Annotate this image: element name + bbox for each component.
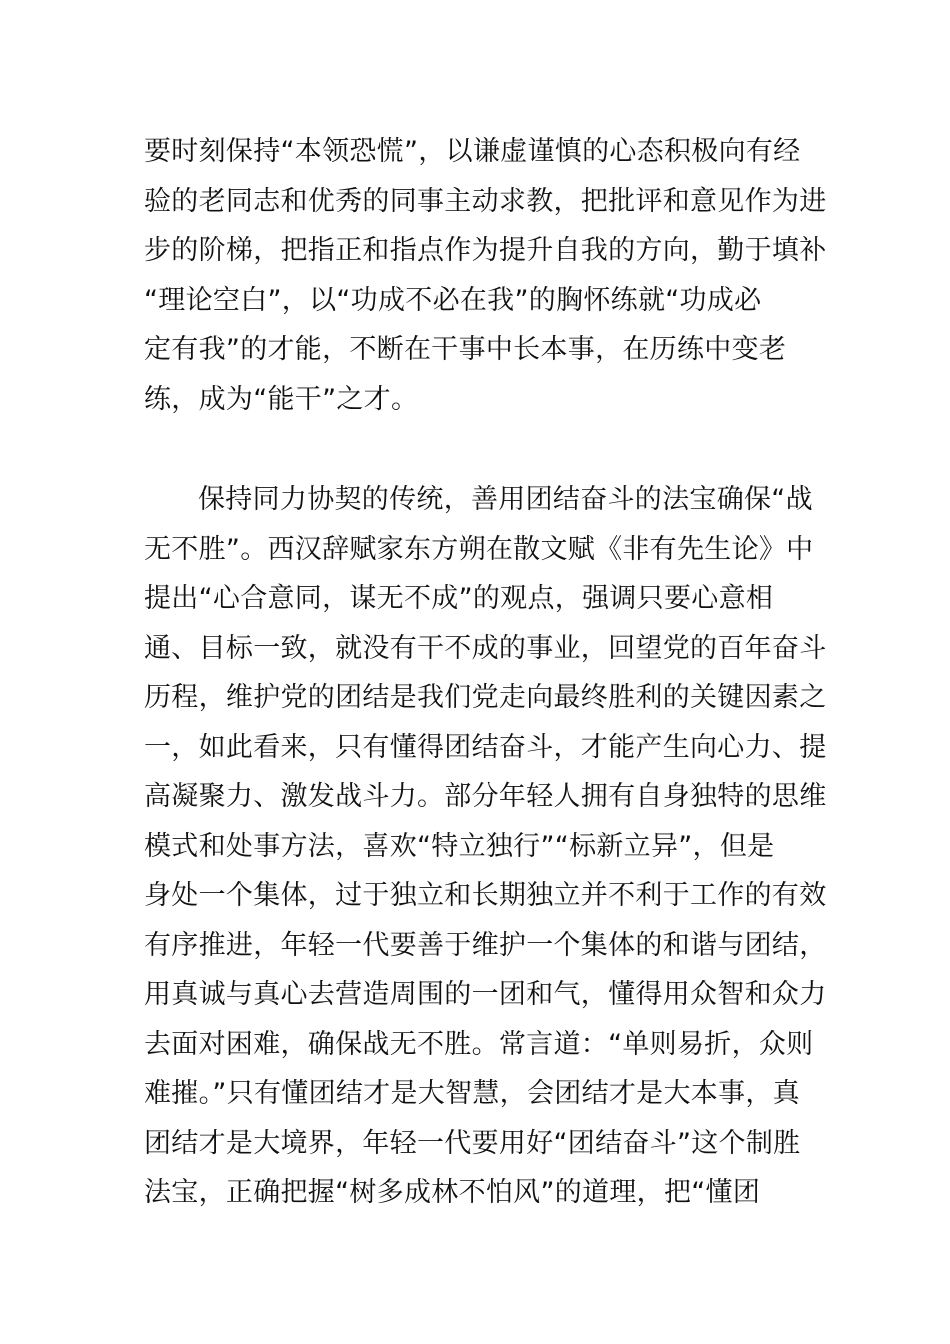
paragraph-line: 提出“心合意同，谋无不成”的观点，强调只要心意相	[144, 583, 774, 614]
paragraph-line: 保持同力协契的传统，善用团结奋斗的法宝确保“战	[198, 484, 813, 515]
paragraph-line: 步的阶梯，把指正和指点作为提升自我的方向，勤于填补	[144, 235, 827, 266]
paragraph-line: 一，如此看来，只有懂得团结奋斗，才能产生向心力、提	[144, 731, 827, 763]
paragraph-line: 定有我”的才能，不断在干事中长本事，在历练中变老	[144, 334, 787, 365]
paragraph-2	[144, 475, 827, 1218]
paragraph-line: 历程，维护党的团结是我们党走向最终胜利的关键因素之	[144, 682, 827, 713]
paragraph-1	[144, 127, 827, 424]
paragraph-line: 通、目标一致，就没有干不成的事业，回望党的百年奋斗	[144, 632, 827, 664]
paragraph-line: 团结才是大境界，年轻一代要用好“团结奋斗”这个制胜	[144, 1127, 801, 1159]
paragraph-line: 用真诚与真心去营造周围的一团和气，懂得用众智和众力	[144, 979, 827, 1010]
paragraph-line: 有序推进，年轻一代要善于维护一个集体的和谐与团结，	[144, 929, 827, 961]
paragraph-line: 身处一个集体，过于独立和长期独立并不利于工作的有效	[144, 880, 827, 911]
paragraph-line: “理论空白”，以“功成不必在我”的胸怀练就“功成必	[144, 284, 762, 316]
paragraph-line: 去面对困难，确保战无不胜。常言道：“单则易折，众则	[144, 1028, 814, 1060]
paragraph-line: 高凝聚力、激发战斗力。部分年轻人拥有自身独特的思维	[144, 781, 827, 812]
paragraph-line: 模式和处事方法，喜欢“特立独行”“标新立异”，但是	[144, 830, 775, 862]
paragraph-line: 验的老同志和优秀的同事主动求教，把批评和意见作为进	[144, 185, 827, 217]
paragraph-line: 法宝，正确把握“树多成林不怕风”的道理，把“懂团	[144, 1177, 761, 1208]
paragraph-line: 要时刻保持“本领恐慌”，以谦虚谨慎的心态积极向有经	[144, 136, 801, 167]
paragraph-line: 难摧。”只有懂团结才是大智慧，会团结才是大本事，真	[144, 1078, 800, 1109]
paragraph-line: 练，成为“能干”之才。	[144, 383, 419, 415]
paragraph-line: 无不胜”。西汉辞赋家东方朔在散文赋《非有先生论》中	[144, 533, 814, 565]
